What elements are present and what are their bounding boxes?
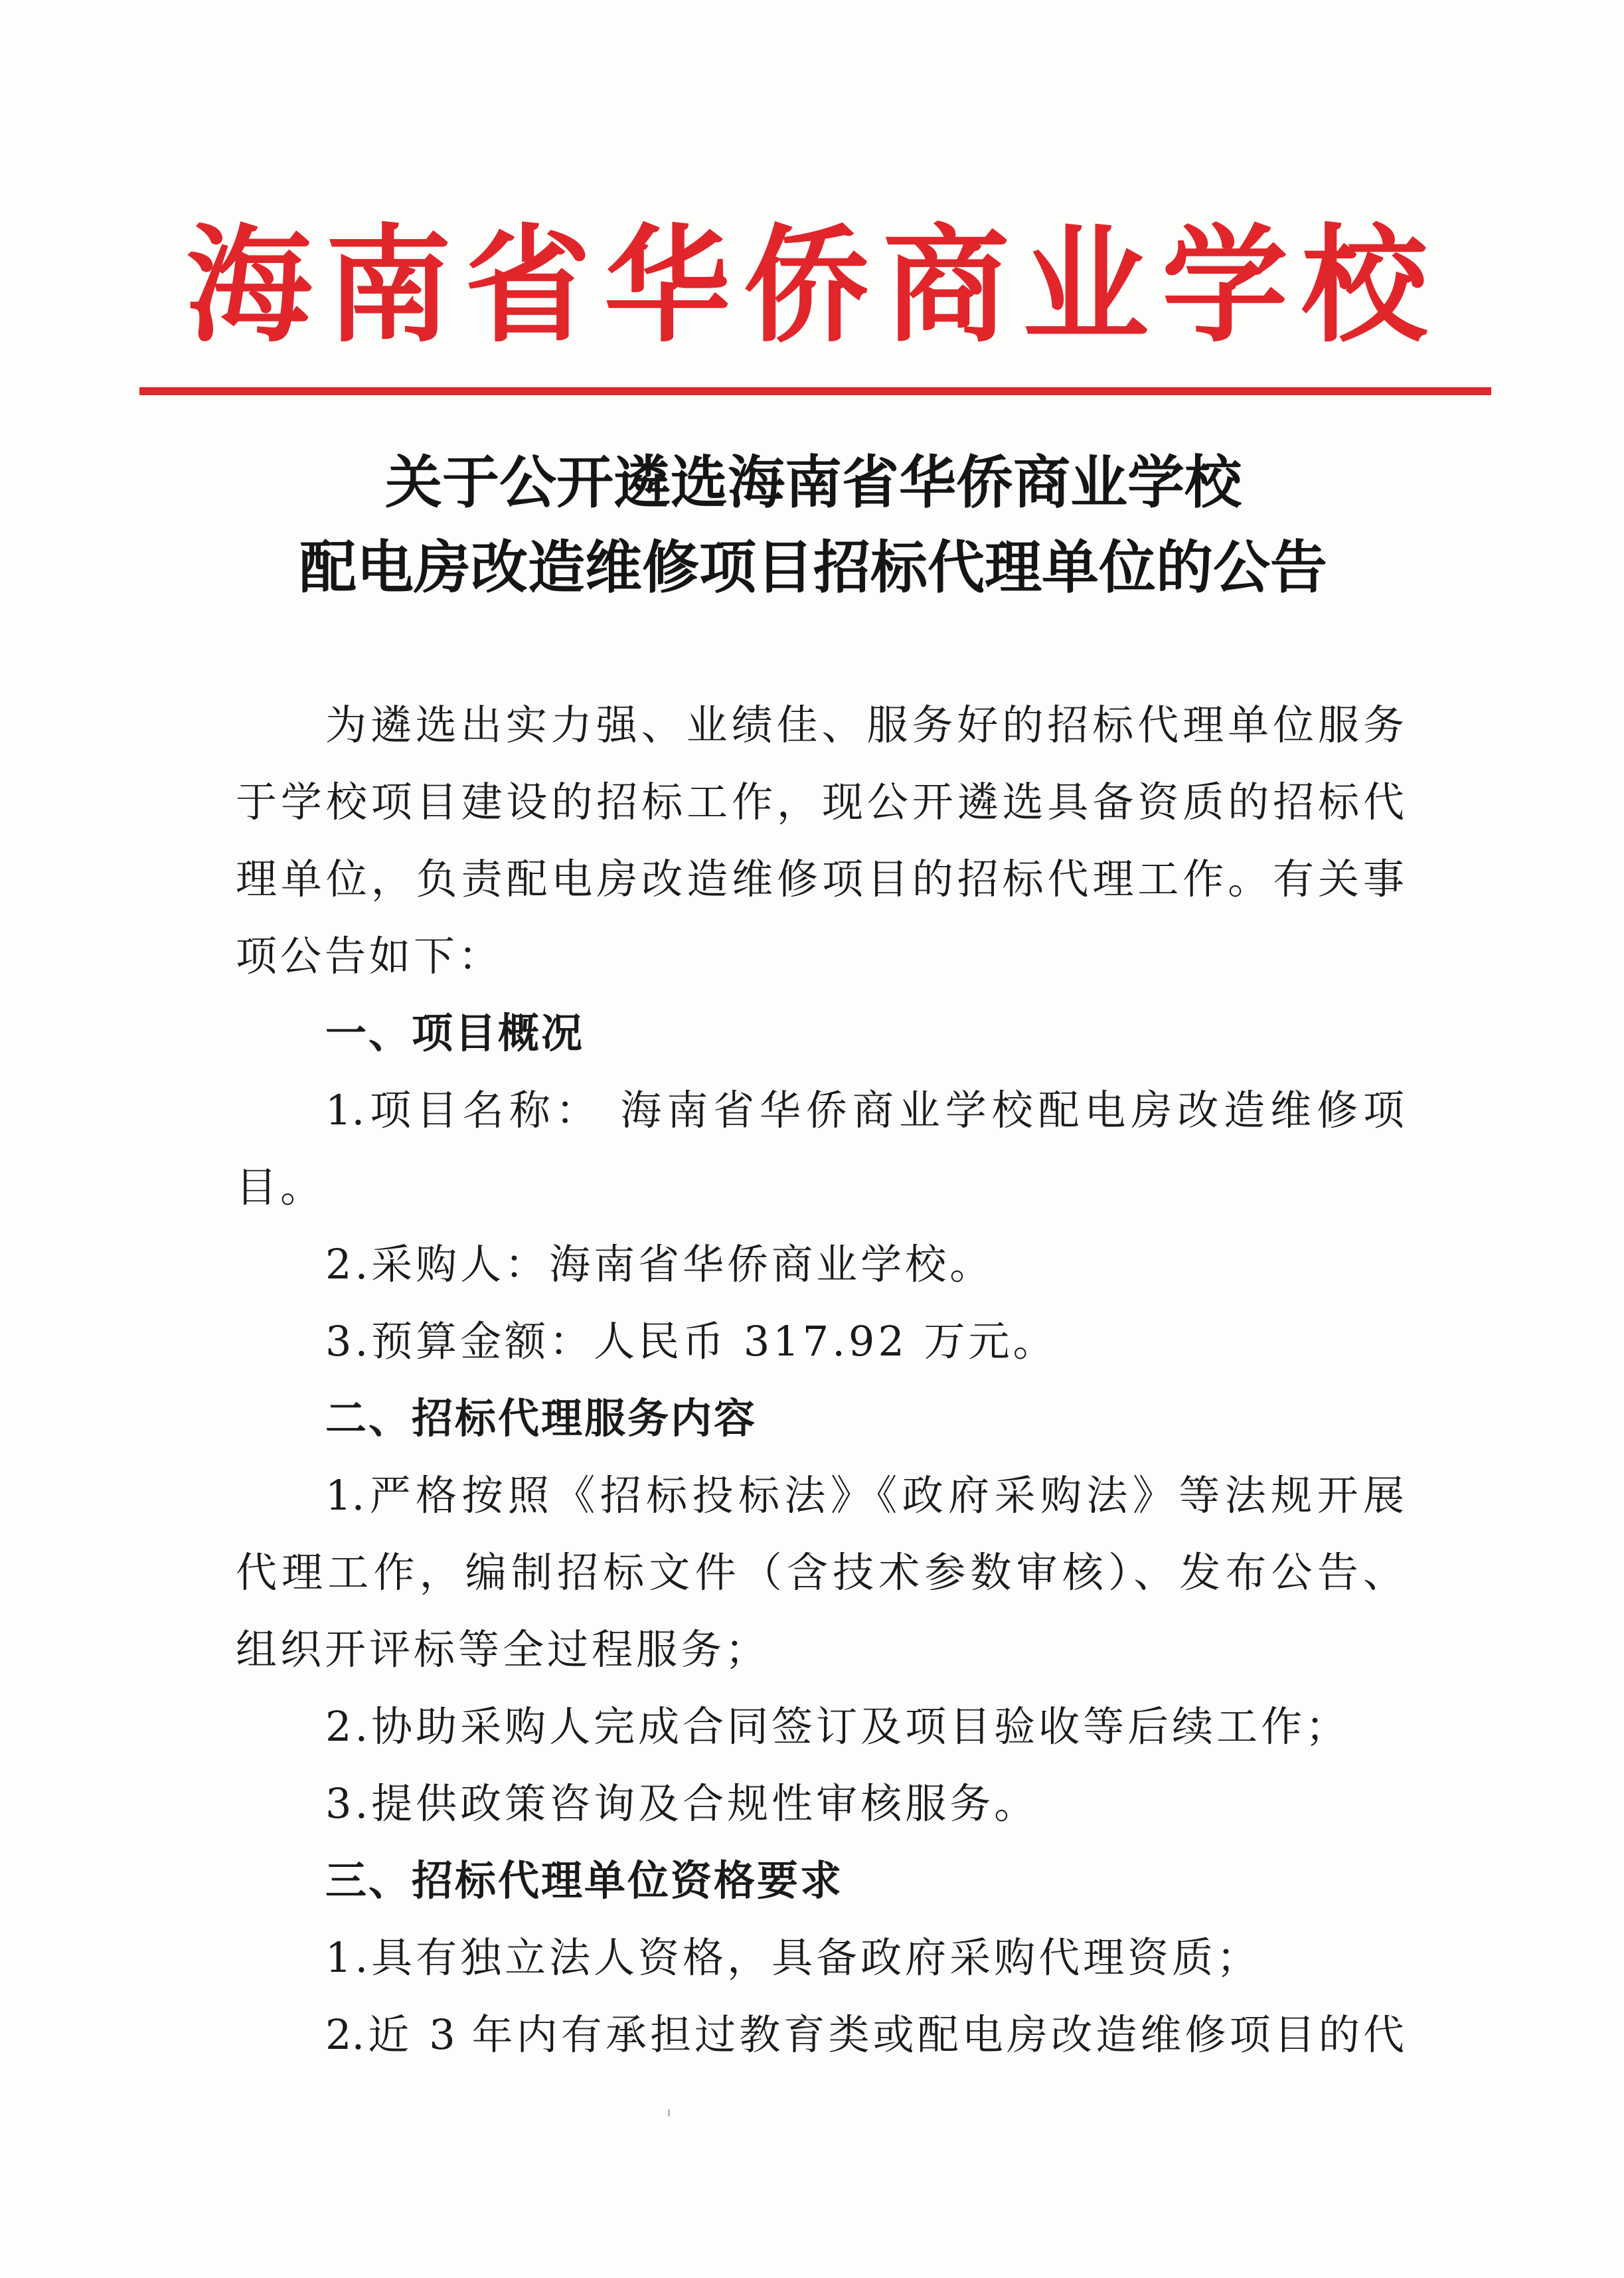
section-1-heading: 一、项目概况: [325, 1009, 585, 1057]
section-3-heading: 三、招标代理单位资格要求: [325, 1856, 844, 1905]
section-1-item-1-line-2: 目。: [236, 1163, 325, 1211]
section-3-item-1: 1.具有独立法人资格，具备政府采购代理资质；: [325, 1933, 1261, 1982]
section-2-item-1-line-2: 代理工作，编制招标文件（含技术参数审核）、发布公告、: [236, 1548, 1404, 1597]
notice-title-line-2: 配电房改造维修项目招标代理单位的公告: [299, 534, 1327, 601]
section-2-item-2: 2.协助采购人完成合同签订及项目验收等后续工作；: [325, 1702, 1350, 1751]
letterhead-school-name: 海南省华侨商业学校: [185, 211, 1441, 359]
section-2-item-1-line-1: 1.严格按照《招标投标法》《政府采购法》等法规开展: [325, 1471, 1404, 1520]
section-1-item-3: 3.预算金额：人民币 317.92 万元。: [325, 1317, 1058, 1365]
section-1-item-1-line-1: 1.项目名称： 海南省华侨商业学校配电房改造维修项: [325, 1086, 1404, 1134]
section-3-item-2: 2.近 3 年内有承担过教育类或配电房改造维修项目的代: [325, 2010, 1404, 2059]
intro-line-3: 理单位，负责配电房改造维修项目的招标代理工作。有关事: [236, 855, 1404, 903]
notice-title-line-1: 关于公开遴选海南省华侨商业学校: [385, 449, 1242, 516]
section-2-item-1-line-3: 组织开评标等全过程服务；: [236, 1625, 770, 1674]
section-2-heading: 二、招标代理服务内容: [325, 1394, 758, 1443]
intro-line-4: 项公告如下：: [236, 932, 503, 980]
section-1-item-2: 2.采购人：海南省华侨商业学校。: [325, 1240, 995, 1288]
intro-line-1: 为遴选出实力强、业绩佳、服务好的招标代理单位服务: [325, 701, 1404, 749]
intro-line-2: 于学校项目建设的招标工作，现公开遴选具备资质的招标代: [236, 778, 1404, 826]
section-2-item-3: 3.提供政策咨询及合规性审核服务。: [325, 1779, 1039, 1828]
letterhead-red-rule: [139, 387, 1491, 395]
scan-speck: [668, 2109, 670, 2117]
